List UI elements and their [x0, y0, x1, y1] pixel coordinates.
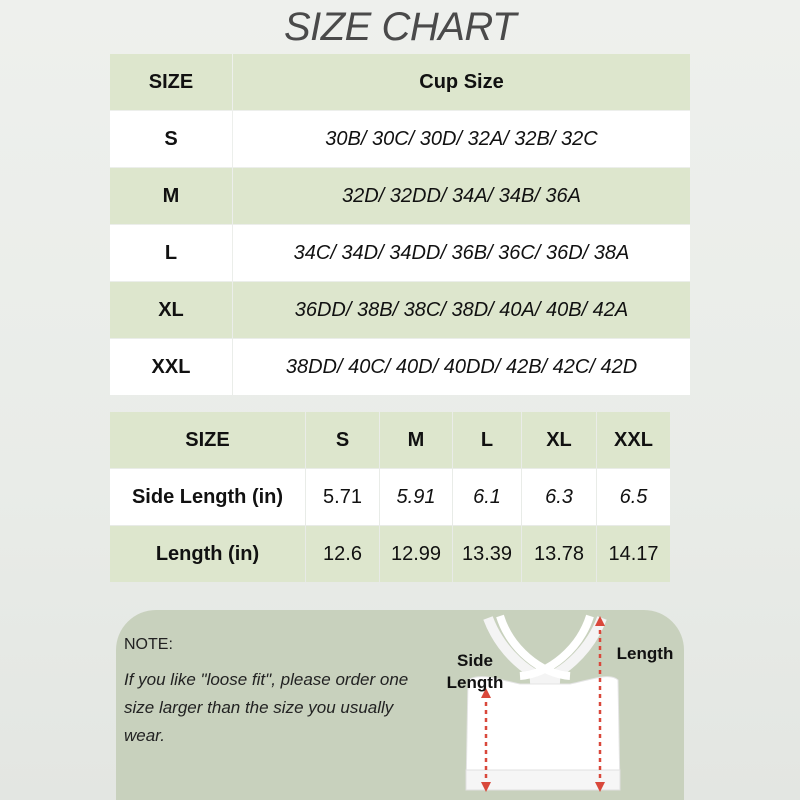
side-length-label-line1: Side	[457, 651, 493, 670]
measure-header-col: L	[453, 412, 521, 468]
measure-cell: 12.6	[306, 526, 379, 582]
measure-row-label: Length (in)	[110, 526, 305, 582]
cup-row-size: M	[110, 168, 232, 224]
cup-row-size: XL	[110, 282, 232, 338]
note-heading: NOTE:	[124, 636, 173, 653]
cup-table-header-size: SIZE	[110, 54, 232, 110]
measure-cell: 5.71	[306, 469, 379, 525]
measure-cell: 6.5	[597, 469, 670, 525]
measure-cell: 13.39	[453, 526, 521, 582]
measure-header-col: M	[380, 412, 452, 468]
measure-header-size: SIZE	[110, 412, 305, 468]
cup-table-header-cup: Cup Size	[233, 54, 690, 110]
measure-cell: 13.78	[522, 526, 596, 582]
cup-row-size: S	[110, 111, 232, 167]
cup-row-value: 30B/ 30C/ 30D/ 32A/ 32B/ 32C	[233, 111, 690, 167]
measure-cell: 14.17	[597, 526, 670, 582]
cup-row-value: 36DD/ 38B/ 38C/ 38D/ 40A/ 40B/ 42A	[233, 282, 690, 338]
measure-header-col: S	[306, 412, 379, 468]
measure-row-label: Side Length (in)	[110, 469, 305, 525]
measure-cell: 6.1	[453, 469, 521, 525]
side-length-label	[436, 650, 514, 694]
measure-cell: 5.91	[380, 469, 452, 525]
measure-cell: 6.3	[522, 469, 596, 525]
note-text: If you like "loose fit", please order one size larger than the size you usually wear.	[124, 670, 409, 745]
side-length-label-line2: Length	[446, 673, 504, 692]
cup-row-value: 34C/ 34D/ 34DD/ 36B/ 36C/ 36D/ 38A	[233, 225, 690, 281]
sports-bra-diagram	[440, 610, 680, 800]
length-label: Length	[616, 644, 674, 663]
measure-cell: 12.99	[380, 526, 452, 582]
page-title: SIZE CHART	[283, 5, 517, 49]
measure-header-col: XL	[522, 412, 596, 468]
measure-header-col: XXL	[597, 412, 670, 468]
cup-row-size: L	[110, 225, 232, 281]
cup-row-value: 32D/ 32DD/ 34A/ 34B/ 36A	[233, 168, 690, 224]
cup-row-size: XXL	[110, 339, 232, 395]
cup-row-value: 38DD/ 40C/ 40D/ 40DD/ 42B/ 42C/ 42D	[233, 339, 690, 395]
